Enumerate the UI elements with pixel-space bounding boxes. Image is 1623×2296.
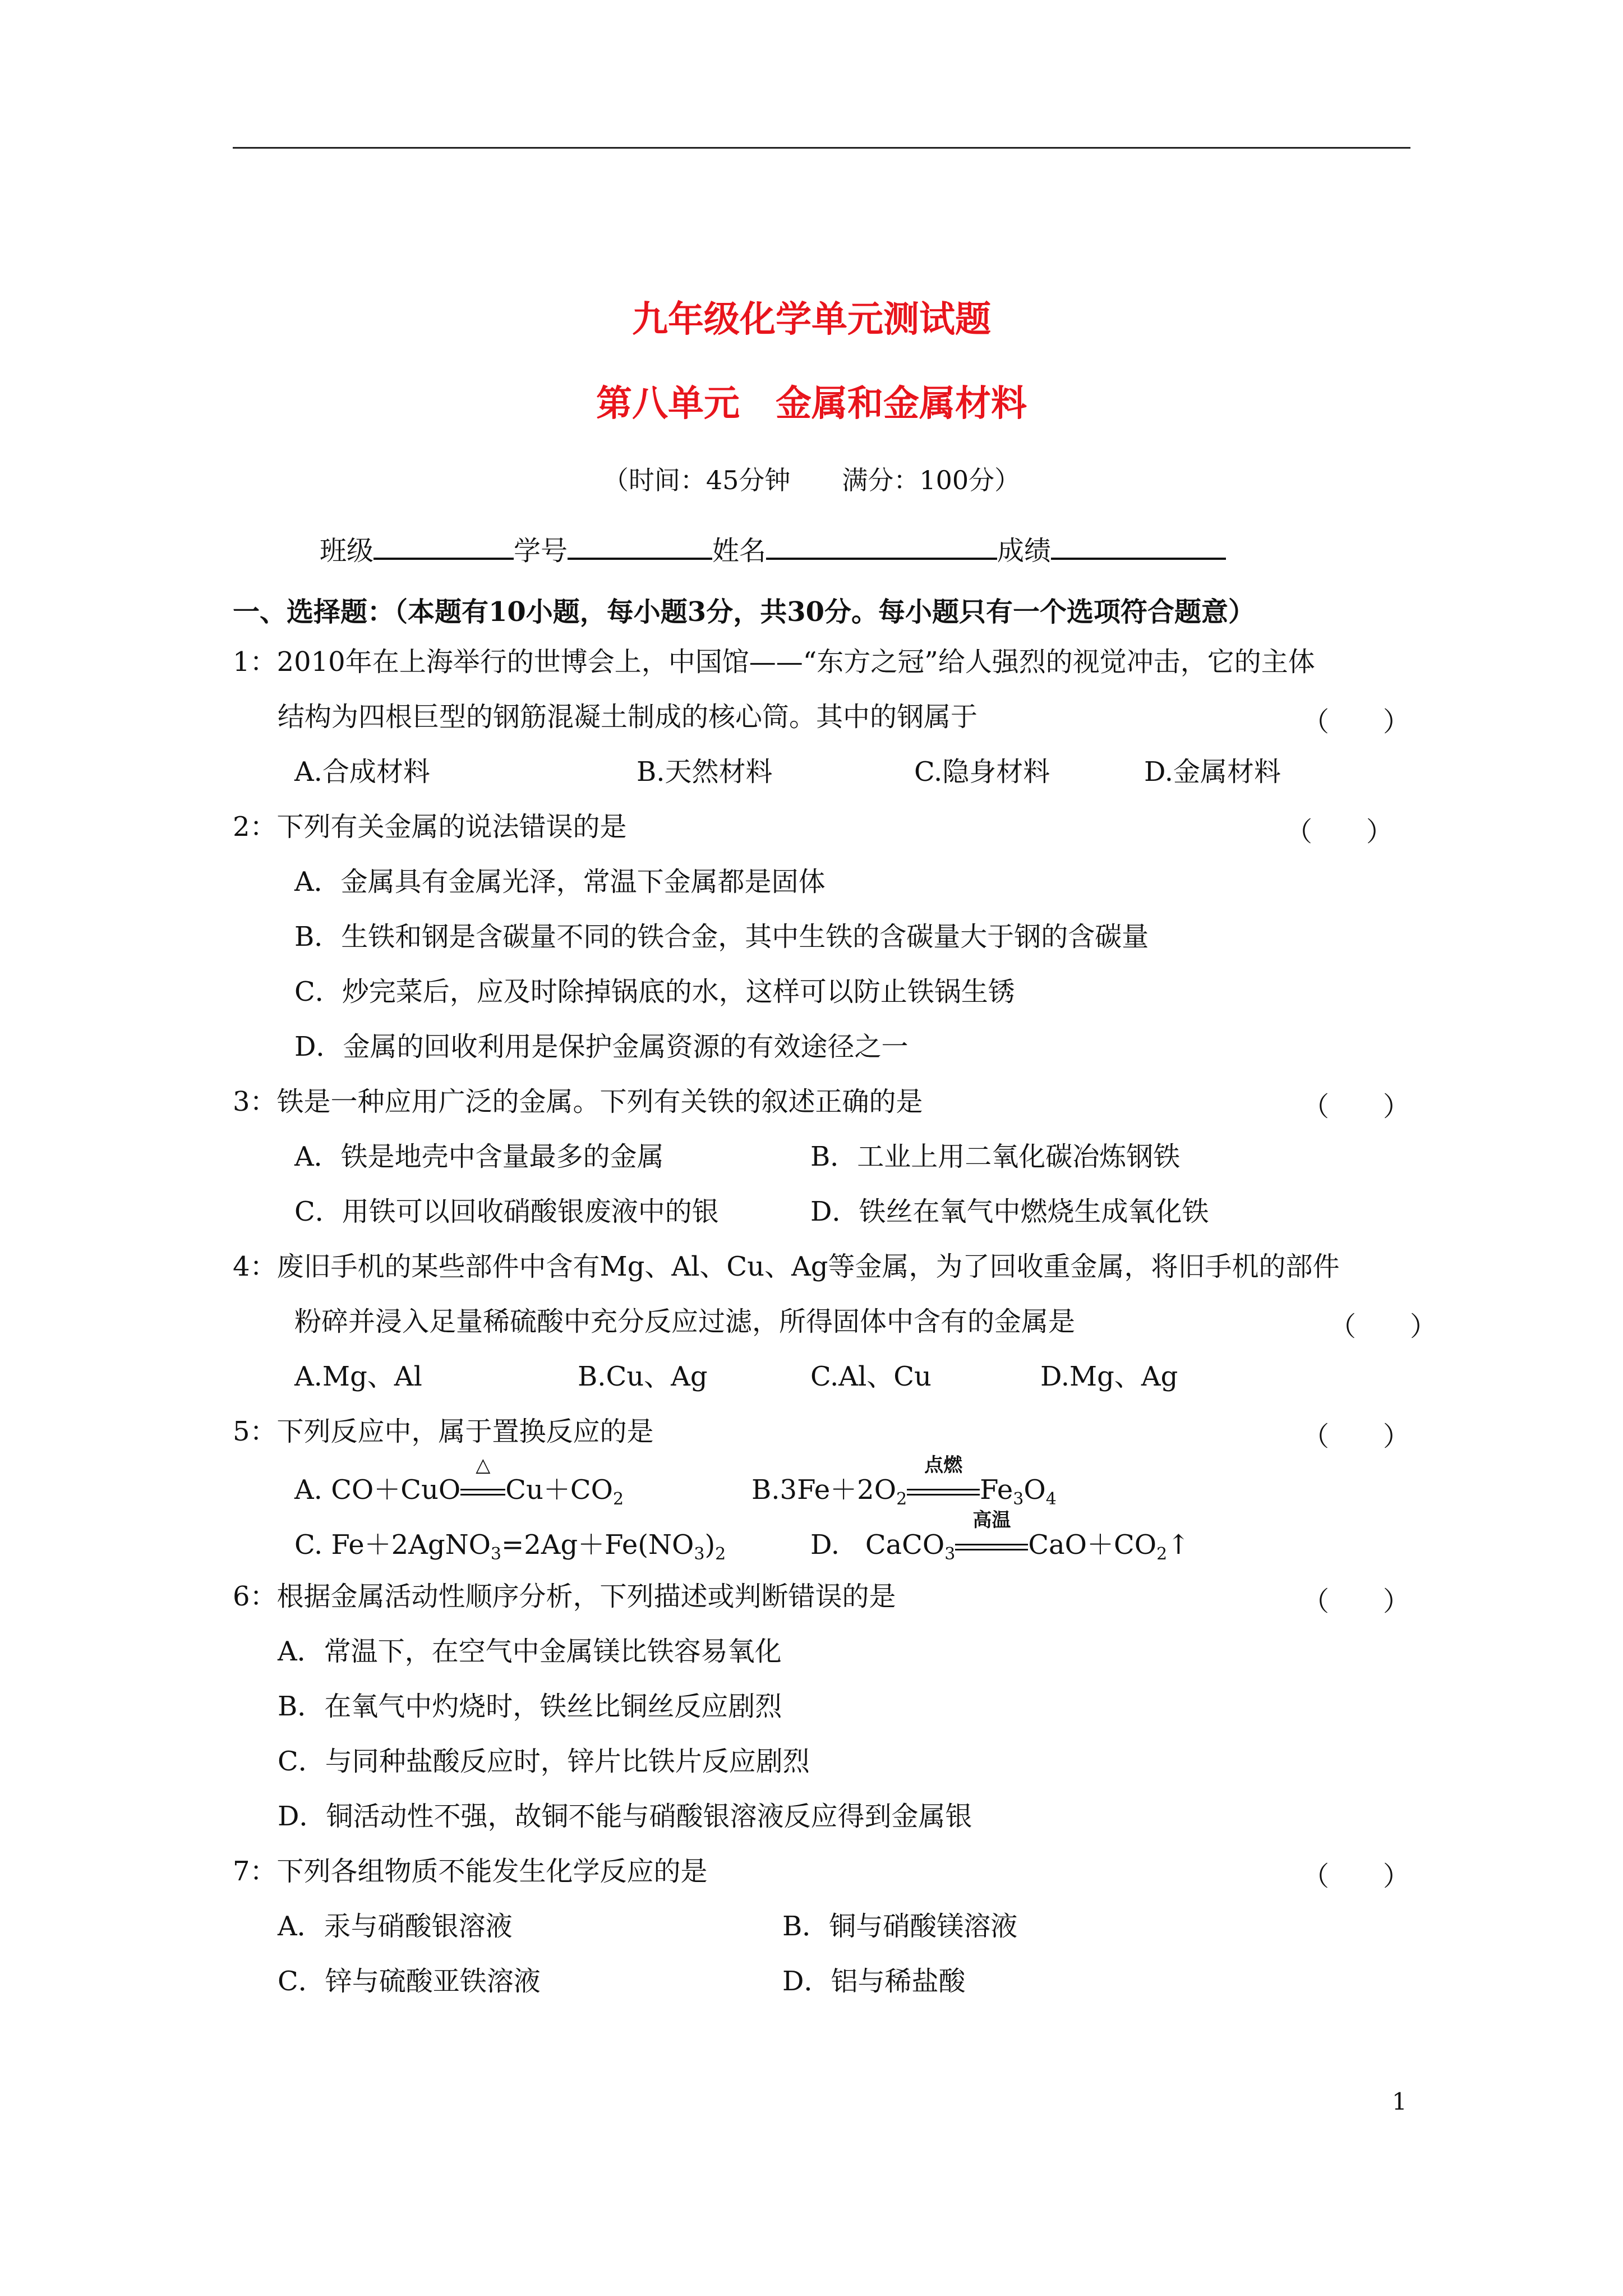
q5-option-d: D. CaCO$_3$ 高温 $CaO+CO_2↑$ — [810, 1509, 1190, 1564]
page-title: 九年级化学单元测试题 — [632, 298, 991, 341]
q4-option-b: B.Cu、Ag — [578, 1361, 708, 1392]
q7-option-d: D．铝与稀盐酸 — [782, 1966, 966, 1997]
q5-answer-paren[interactable]: （ ） — [1302, 1421, 1410, 1452]
q1-option-d: D.金属材料 — [1144, 756, 1281, 788]
q2-option-b: B．生铁和钢是含碳量不同的铁合金，其中生铁的含碳量大于钢的含碳量 — [294, 921, 1149, 953]
delta-icon: △ — [476, 1454, 491, 1476]
q7-option-a: A．汞与硝酸银溶液 — [278, 1911, 513, 1942]
gas-arrow-icon: ↑ — [1167, 1529, 1190, 1561]
q1-option-b: B.天然材料 — [637, 756, 773, 788]
q7-option-b: B．铜与硝酸镁溶液 — [782, 1911, 1018, 1942]
page-subtitle: 第八单元 金属和金属材料 — [596, 383, 1027, 425]
q3-stem: 3：铁是一种应用广泛的金属。下列有关铁的叙述正确的是 — [233, 1086, 923, 1117]
q1-line2: 结构为四根巨型的钢筋混凝土制成的核心筒。其中的钢属于 — [278, 701, 978, 733]
q5-stem: 5：下列反应中，属于置换反应的是 — [233, 1416, 654, 1447]
student-info-row — [320, 531, 1226, 568]
time-info: （时间：45分钟 满分：100分） — [602, 465, 1021, 495]
q6-stem: 6：根据金属活动性顺序分析，下列描述或判断错误的是 — [233, 1581, 896, 1612]
heat-condition — [460, 1454, 505, 1507]
q3-option-d: D．铁丝在氧气中燃烧生成氧化铁 — [810, 1196, 1209, 1227]
ignite-condition: 点燃 — [907, 1473, 980, 1507]
header-rule — [233, 147, 1410, 149]
q1-option-c: C.隐身材料 — [914, 756, 1050, 788]
class-field[interactable] — [374, 531, 514, 560]
q7-stem: 7：下列各组物质不能发生化学反应的是 — [233, 1856, 708, 1887]
score-field[interactable] — [1051, 531, 1226, 560]
q6-option-a: A．常温下，在空气中金属镁比铁容易氧化 — [278, 1636, 782, 1667]
q2-option-a: A．金属具有金属光泽，常温下金属都是固体 — [294, 866, 826, 898]
score-label: 成绩 — [997, 535, 1052, 567]
number-field[interactable] — [568, 531, 712, 560]
q2-answer-paren[interactable]: （ ） — [1285, 816, 1394, 848]
q4-line1: 4：废旧手机的某些部件中含有Mg、Al、Cu、Ag等金属，为了回收重金属，将旧手机的部件 — [233, 1251, 1340, 1282]
q7-answer-paren[interactable]: （ ） — [1302, 1861, 1410, 1892]
q5-option-c: C. $Fe+2AgNO_3=2Ag+Fe(NO_3)_2$ — [294, 1529, 726, 1564]
q2-option-d: D．金属的回收利用是保护金属资源的有效途径之一 — [294, 1031, 909, 1062]
q3-answer-paren[interactable]: （ ） — [1302, 1091, 1410, 1122]
page-number: 1 — [1392, 2088, 1407, 2115]
q5-option-a: A. CO＋CuO △ $Cu+CO_2$ — [294, 1473, 624, 1516]
q1-option-a: A.合成材料 — [294, 756, 430, 788]
number-label: 学号 — [514, 535, 568, 567]
high-temp-condition: 高温 — [955, 1528, 1028, 1562]
q6-answer-paren[interactable]: （ ） — [1302, 1586, 1410, 1617]
q1-answer-paren[interactable]: （ ） — [1302, 706, 1410, 738]
section1-heading: 一、选择题：（本题有10小题，每小题3分，共30分。每小题只有一个选项符合题意） — [233, 596, 1255, 628]
q3-option-a: A．铁是地壳中含量最多的金属 — [294, 1141, 664, 1172]
q5-option-b: $B.3Fe+2O_2$ 点燃 $Fe_3O_4$ — [751, 1454, 1057, 1509]
q6-option-c: C．与同种盐酸反应时，锌片比铁片反应剧烈 — [278, 1746, 810, 1777]
q4-line2: 粉碎并浸入足量稀硫酸中充分反应过滤，所得固体中含有的金属是 — [294, 1306, 1076, 1337]
q4-option-c: C.Al、Cu — [810, 1361, 932, 1392]
q4-option-d: D.Mg、Ag — [1040, 1361, 1178, 1392]
class-label: 班级 — [320, 535, 374, 567]
q4-answer-paren[interactable]: （ ） — [1329, 1311, 1437, 1342]
q3-option-b: B．工业上用二氧化碳冶炼钢铁 — [810, 1141, 1181, 1172]
q6-option-b: B．在氧气中灼烧时，铁丝比铜丝反应剧烈 — [278, 1691, 782, 1722]
name-label: 姓名 — [712, 535, 767, 567]
q2-stem: 2：下列有关金属的说法错误的是 — [233, 811, 627, 843]
q2-option-c: C．炒完菜后，应及时除掉锅底的水，这样可以防止铁锅生锈 — [294, 976, 1015, 1007]
name-field[interactable] — [766, 531, 997, 560]
q7-option-c: C．锌与硫酸亚铁溶液 — [278, 1966, 541, 1997]
q3-option-c: C．用铁可以回收硝酸银废液中的银 — [294, 1196, 719, 1227]
q6-option-d: D．铜活动性不强，故铜不能与硝酸银溶液反应得到金属银 — [278, 1801, 972, 1832]
q1-line1: 1：2010年在上海举行的世博会上，中国馆——“东方之冠”给人强烈的视觉冲击，它的主体 — [233, 646, 1315, 678]
q4-option-a: A.Mg、Al — [294, 1361, 422, 1392]
